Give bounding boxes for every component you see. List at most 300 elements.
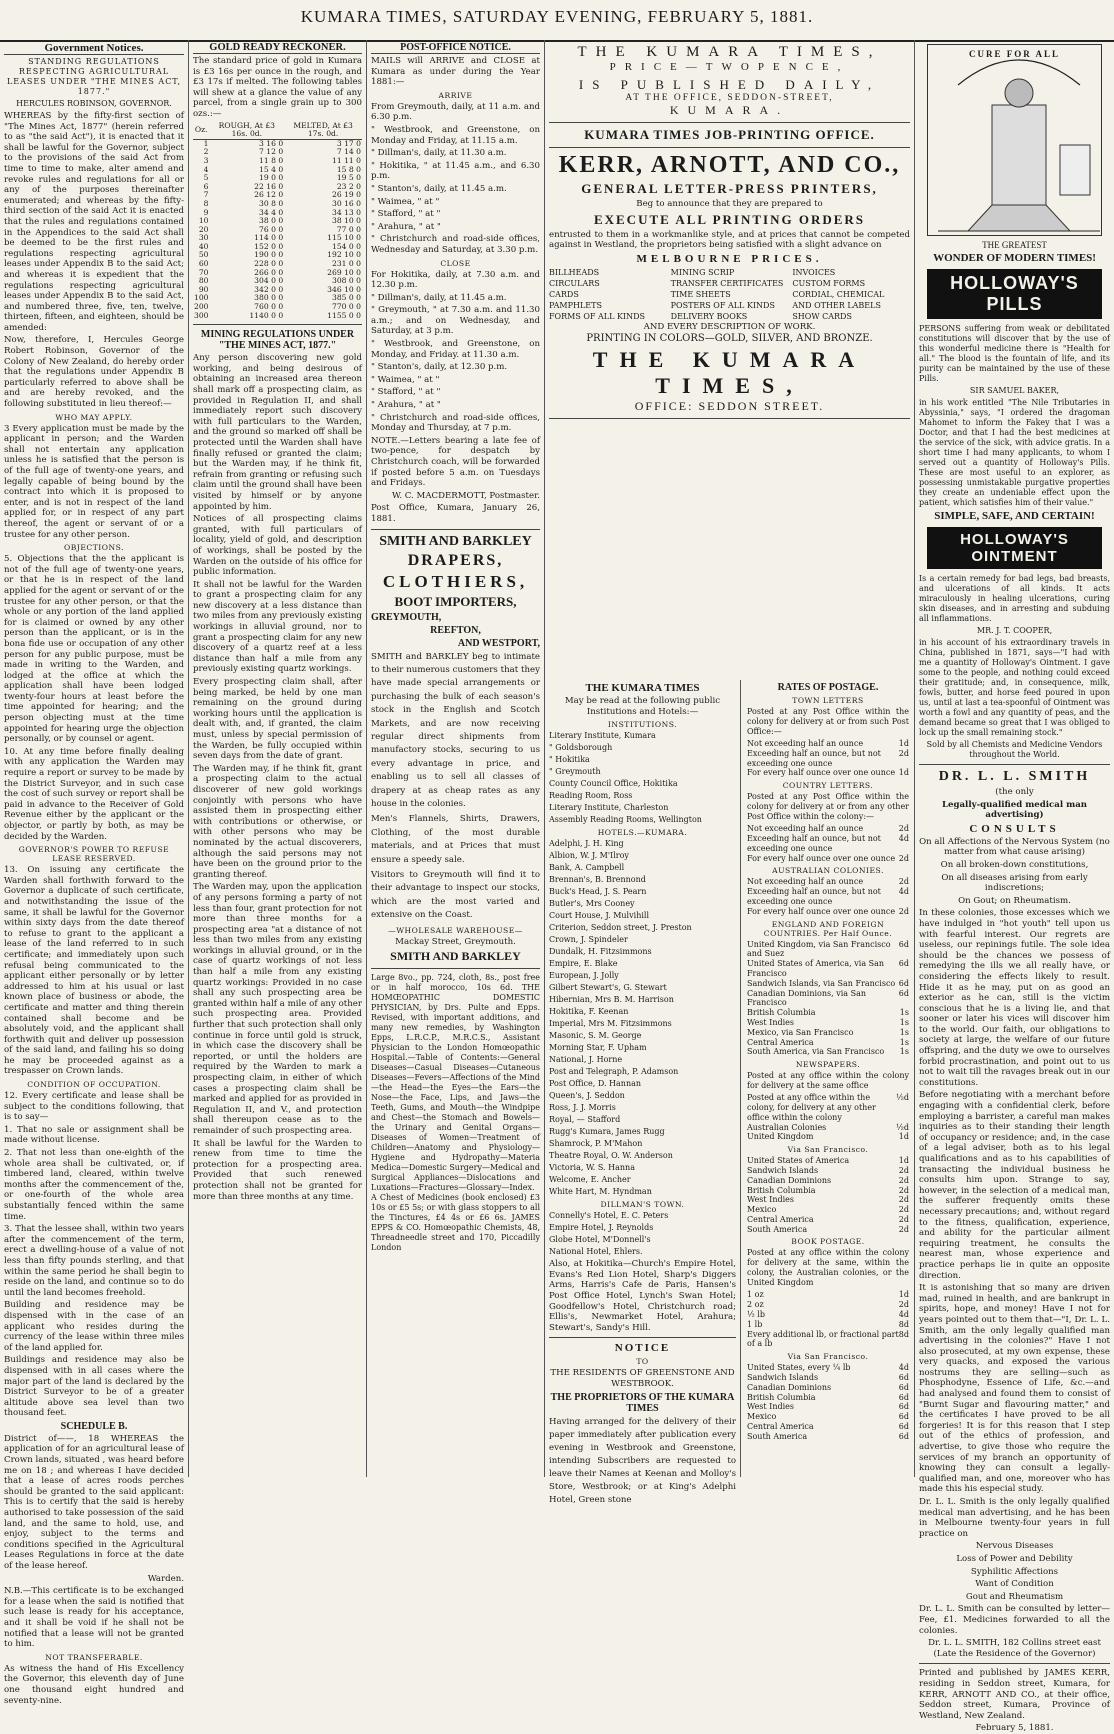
rate-price: 8d (898, 1319, 909, 1329)
wholesale-heading: —WHOLESALE WAREHOUSE— (388, 925, 523, 935)
melbourne-heading: MELBOURNE PRICES. (636, 252, 823, 265)
subheading: DILLMAN'S TOWN. (600, 1200, 685, 1210)
rate-row (747, 1432, 909, 1442)
paragraph: Sold by all Chemists and Medicine Vendors throughout the World. (926, 740, 1103, 759)
rate-price: 6d (898, 1422, 909, 1432)
table-cell: 100 (194, 293, 209, 303)
paragraph: Posted at any office within the colony for delivery at the same office (747, 1071, 909, 1091)
list-item: " Westbrook, and Greenstone, on Monday and Friday, at 11.15 a.m. (371, 124, 540, 146)
subheading: INSTITUTIONS. (607, 720, 678, 730)
rate-price: 2d (898, 853, 909, 863)
table-row (193, 312, 362, 321)
list-item: Hokitika, F. Keenan (549, 1007, 629, 1017)
list-item: Welcome, E. Ancher (549, 1175, 631, 1185)
print-item: INVOICES (792, 267, 836, 277)
paragraph: District of——, 18 WHEREAS the application of for an agricultural lease of Crown lands, situated , was heard before me on 18 ; and whereas I have decided that a lease of acres roods perches should be granted to the said applicant: This is to certify that the said is hereby authorised to take possession of the said land, and the same to hold, use, and enjoy, subject to the terms and conditions specified in the Agricultural Leases Regulations in force at the date of the lease hereof. (4, 1433, 184, 1571)
rate-row (747, 1422, 909, 1432)
paragraph: Dr. L. L. Smith is the only legally qualified medical man advertising, and he has been in Melbourne twenty-four years in full practice on (919, 1497, 1110, 1539)
list-item: Albion, W. J. M'Ilroy (549, 851, 629, 861)
notice-title: STANDING REGULATIONS RESPECTING AGRICULTURAL LEASES UNDER "THE MINES ACT, 1877." (6, 57, 182, 96)
rate-row (747, 854, 909, 864)
rate-price: 1s (899, 1027, 909, 1037)
rate-label: Sandwich Islands (747, 1165, 819, 1175)
table-cell: 342 0 0 (254, 284, 284, 294)
rate-row (747, 1330, 909, 1350)
rate-row (747, 1156, 909, 1166)
rate-label: British Columbia (747, 1392, 816, 1402)
rate-label: West Indies (747, 1195, 794, 1205)
rate-price: 1s (899, 1037, 909, 1047)
rate-label: 2 oz (747, 1300, 764, 1310)
paragraph: Post Office, Kumara, January 26, 1881. (371, 503, 540, 524)
rate-label: ½ lb (747, 1310, 765, 1320)
paragraph: It shall not be lawful for the Warden to grant a prospecting claim for any new discovery at a less distance than two miles from any previously existing workings in alluvial ground, nor to grant a prospecting claim for any new discovery of a quartz reef at a less distance than half a mile from any previously existing quartz workings. (193, 579, 362, 675)
wonder-heading: WONDER OF MODERN TIMES! (933, 252, 1096, 264)
column-gold-reckoner (188, 40, 366, 1477)
list-item: Post Office, D. Hannan (549, 1079, 642, 1089)
section-heading: POST-OFFICE NOTICE. (371, 42, 540, 54)
rate-label: Canadian Dominions, via San Francisco (747, 988, 866, 1008)
rate-row (747, 1393, 909, 1403)
table-cell: 2 (203, 147, 209, 157)
subheading: HOTELS.—KUMARA. (597, 828, 688, 838)
rate-row (747, 768, 909, 778)
rate-row (747, 1402, 909, 1412)
list-item: Morning Star, F. Upham (549, 1043, 647, 1053)
rate-price: ½d (896, 1122, 909, 1132)
rate-label: Australian Colonies (747, 1122, 827, 1132)
rate-row (747, 834, 909, 854)
rate-price: 2d (898, 1224, 909, 1234)
rate-row (747, 749, 909, 769)
table-cell: 77 0 0 (336, 224, 361, 234)
paragraph: On all Affections of the Nervous System (no matter from what cause arising) (919, 836, 1110, 858)
rates-book (747, 1290, 909, 1349)
subheading: Via San Francisco. (787, 1145, 869, 1155)
subheading: TOWN LETTERS (792, 696, 864, 705)
rate-label: Not exceeding half an ounce (747, 824, 864, 834)
simple-heading: SIMPLE, SAFE, AND CERTAIN! (934, 510, 1095, 522)
paragraph: in his account of his extraordinary travels in China, published in 1871, says—"I had with me a quantity of Holloway's Ointment. I gave some to the people, and nothing could exceed their gratitude; and, in consequence, milk, fowls, butter, and horse feed poured in upon us, until at last a tea-spoonful of Ointment was worth a fowl and any quantity of peas, and the demand became so great that I was obliged to lock up the small remaining stock." (919, 638, 1110, 737)
imprint: Printed and published by JAMES KERR, residing in Seddon street, Kumara, for KERR, ARNOTT AND CO., at their office, Seddon street, Kumara, Province of Westland, New Zealand. (919, 1668, 1110, 1721)
table-cell: 26 19 0 (332, 190, 361, 200)
paragraph: It shall be lawful for the Warden to renew from time to time the protection for a prospecting area. Provided that such renewed protection shall not be granted for more than three months at any time. (193, 1138, 362, 1202)
paragraph: N.B.—This certificate is to be exchanged for a lease when the said is notified that such lease is ready for his acceptance, and it shall be void if he shall not be notified that a lease will not be granted to him. (4, 1586, 184, 1650)
paragraph: SMITH and BARKLEY beg to intimate to their numerous customers that they have made special arrangements or purchasing the bulk of each season's stock in the English and Scotch Markets, and are now receiving regular direct shipments from manufactory stocks, securing to us every advantage in price, and enabling us to sell all classes of drapery at as cheap rates as any house in the colonies. (371, 651, 540, 810)
kt-office2: OFFICE: SEDDON STREET. (634, 398, 825, 413)
paragraph: Before negotiating with a merchant before engaging with a confidential clerk, before employing a barrister, a careful man makes inquiries as to their standing their length of occupancy or residence; and, in the case of a legal adviser, both as to his legal qualifications and as to his capabilities of transacting the individual business he consults him upon. Strange to say, however, in the selection of a medical man, the sufferer frequently omits these necessary precautions; and, without regard to the fitness, qualification, experience, and ability for the particular ailment requiring treatment, he consults the nearest man, whose experience and practice perhaps lie in quite an opposite direction. (919, 1090, 1110, 1281)
table-cell: 304 0 0 (254, 276, 284, 286)
paragraph: 3. That the lessee shall, within two years after the commencement of the term, erect a dwelling-house of a value of not less than fifty pounds sterling, and that within the same period he shall begin to reside on the land, and continue so to do until the land becomes freehold. (4, 1224, 184, 1298)
divider (193, 324, 362, 325)
mining-heading: MINING REGULATIONS UNDER "THE MINES ACT, 1877." (200, 329, 355, 352)
rate-price: 2d (898, 1205, 909, 1215)
rate-label: Mexico (747, 1412, 777, 1422)
table-header: ROUGH, At £3 16s. 0d. (210, 122, 285, 140)
rate-row (747, 1047, 909, 1057)
print-item: TIME SHEETS (670, 289, 731, 299)
rate-row (747, 1176, 909, 1186)
list-item: Brennan's, B. Brennond (549, 875, 646, 885)
table-cell: 266 0 0 (254, 267, 284, 277)
table-cell: 6 (203, 181, 209, 191)
print-item: BILLHEADS (549, 267, 600, 277)
subheading: CLOSE (440, 258, 471, 268)
paragraph: Buildings and residence may also be dispensed with in all cases where the major part of the land is declared by the District Surveyor to be of a greater altitude above sea level than two thousand feet. (4, 1355, 184, 1419)
rate-price: 4d (898, 1363, 909, 1373)
rate-label: West Indies (747, 1402, 794, 1412)
print-item: DELIVERY BOOKS (670, 311, 748, 321)
subheading: ARRIVE (438, 90, 473, 100)
job-heading: KUMARA TIMES JOB-PRINTING OFFICE. (584, 127, 875, 142)
rate-label: United Kingdom, via San Francisco and Suez (747, 939, 891, 959)
ad-boot: BOOT IMPORTERS, (394, 593, 517, 609)
list-item: " Arahura, " at " (371, 221, 441, 232)
rate-label: Exceeding half an ounce, but not exceeding one ounce (747, 887, 881, 906)
kt-price: PRICE—TWOPENCE, (609, 61, 850, 73)
kt-daily: IS PUBLISHED DAILY, (578, 77, 881, 92)
table-cell: 7 14 0 (336, 147, 361, 157)
rate-row (747, 824, 909, 834)
list-item: Butler's, Mrs Cooney (549, 899, 635, 909)
rate-row (747, 1373, 909, 1383)
greatest-label: THE GREATEST (982, 240, 1047, 250)
table-cell: 20 (198, 224, 209, 234)
list-item: " Arahura, " at " (371, 400, 441, 411)
rate-price: 1s (899, 1008, 909, 1018)
list-item: Imperial, Mrs M. Fitzsimmons (549, 1019, 672, 1029)
rate-price: 1s (899, 1017, 909, 1027)
rate-label: For every half ounce over one ounce (747, 853, 896, 863)
paragraph: WHEREAS by the fifty-first section of "The Mines Act, 1877" (herein referred to as "the said Act"), it is enacted that it shall be lawful for the Governor, subject to the provisions of the said Act from time to time to make, alter amend and revoke rules and regulations for all or any of the purposes thereinafter enumerated; and whereas by the fifty-third section of the said Act it is enacted that the rules and regulations contained in the Appendices to the said Act shall be deemed to be the first rules and regulations respecting agricultural leases under Appendix B to the said Act; and whereas it is expedient that the regulations respecting agricultural leases under Appendix B to the said Act, and numbered three, five, ten, twelve, thirteen, fifteen, and eighteen, should be amended: (4, 111, 184, 333)
masthead: KUMARA TIMES, SATURDAY EVENING, FEBRUARY 5, 1881. (0, 0, 1114, 42)
paragraph: 1. That no sale or assignment shall be made without license. (4, 1124, 184, 1146)
paragraph: On all broken-down constitutions, (940, 859, 1089, 870)
rate-row (747, 959, 909, 979)
subheading: SIR SAMUEL BAKER, (969, 386, 1060, 395)
paragraph: Dr. L. L. Smith can be consulted by letter—Fee, £1. Medicines forwarded to all the colonies. (919, 1604, 1110, 1636)
subheading: NOT TRANSFERABLE. (45, 1652, 143, 1662)
table-cell: 228 0 0 (254, 259, 284, 269)
divider (549, 147, 910, 148)
list-item: Globe Hotel, M'Donnell's (549, 1235, 651, 1245)
rate-price: 1d (898, 768, 909, 778)
ad-drapers: DRAPERS, (407, 551, 504, 569)
list-item: Crown, J. Spindeler (549, 935, 628, 945)
table-cell: 9 (203, 207, 209, 217)
rate-price: 6d (898, 1402, 909, 1412)
rate-row (747, 979, 909, 989)
hotels-list (549, 839, 736, 1197)
rate-label: British Columbia (747, 1185, 816, 1195)
rates-newspapers (747, 1093, 909, 1142)
ad-clothiers: CLOTHIERS, (382, 571, 529, 591)
ad-heading: SMITH AND BARKLEY (379, 533, 532, 549)
table-cell: 30 (198, 233, 209, 243)
dillmans-list (549, 1211, 736, 1257)
rate-row (747, 1093, 909, 1122)
rate-row (747, 1195, 909, 1205)
paragraph: AND EVERY DESCRIPTION OF WORK. (643, 321, 816, 332)
list-item: " Waimea, " at " (371, 196, 440, 207)
list-item: County Council Office, Hokitika (549, 779, 678, 789)
rate-label: South America, via San Francisco (747, 1047, 885, 1057)
paragraph: Every prospecting claim shall, after being marked, be held by one man remaining on the ground during working hours until the application is dealt with, and, if granted, the claim must, unless by special permission of the Warden, be fully occupied within seven days from the date of grant. (193, 677, 362, 762)
rate-row (747, 887, 909, 907)
page-columns (0, 40, 1114, 1734)
list-item: Masonic, S. M. George (549, 1031, 642, 1041)
subheading: AUSTRALIAN COLONIES. (772, 866, 884, 876)
table-cell: 308 0 0 (332, 276, 361, 286)
list-item: Theatre Royal, O. W. Anderson (549, 1151, 673, 1161)
paragraph: As witness the hand of His Excellency the Governor, this eleventh day of June one thousand eight hundred and seventy-nine. (4, 1663, 184, 1706)
list-item: Literary Institute, Kumara (549, 731, 656, 741)
table-cell: 152 0 0 (254, 241, 284, 251)
rate-price: 1d (898, 739, 909, 748)
rate-label: Posted at any office within the colony, for delivery at any other office within the colony (747, 1093, 876, 1122)
rate-price: 2d (898, 1185, 909, 1195)
rate-label: Not exceeding half an ounce (747, 739, 864, 748)
rate-label: 1 lb (747, 1319, 763, 1329)
rate-label: South America (747, 1224, 808, 1234)
kt-town: KUMARA. (669, 103, 790, 117)
warden-sign: Warden. (147, 1573, 184, 1584)
list-item: " Stafford, " at " (371, 387, 441, 398)
rate-row (747, 1320, 909, 1330)
rate-label: Sandwich Islands, via San Francisco (747, 978, 896, 988)
rate-price: 2d (898, 906, 909, 916)
rate-row (747, 907, 909, 917)
list-item: " Dillman's, daily, at 11.45 a.m. (371, 292, 507, 303)
proprietors-heading: THE PROPRIETORS OF THE KUMARA TIMES (550, 1391, 735, 1414)
section-heading: GOLD READY RECKONER. (193, 42, 362, 54)
paragraph: 12. Every certificate and lease shall be subject to the conditions following, that is to say— (4, 1091, 184, 1123)
list-item: Empire, E. Blake (549, 959, 618, 969)
list-item: " Waimea, " at " (371, 374, 440, 385)
rate-row (747, 1290, 909, 1300)
list-item: National, J. Horne (549, 1055, 623, 1065)
list-item: Shamrock, P. M'Mahon (549, 1139, 643, 1149)
subheading: GOVERNOR'S POWER TO REFUSE LEASE RESERVED. (18, 845, 170, 864)
list-item: Buck's Head, J. S. Pearn (549, 887, 647, 897)
list-item: Gilbert Stewart's, G. Stewart (549, 983, 667, 993)
emblem-label: CURE FOR ALL (968, 49, 1060, 59)
paragraph: Building and residence may be dispensed with in the case of an applicant who resides during the currency of the lease within three miles of the land applied for. (4, 1300, 184, 1353)
table-cell: 38 0 0 (259, 216, 284, 226)
paragraph: PRINTING IN COLORS—GOLD, SILVER, AND BRONZE. (586, 333, 873, 345)
table-cell: 385 0 0 (332, 293, 361, 303)
list-item: Criterion, Seddon street, J. Preston (549, 923, 692, 933)
rate-row (747, 1186, 909, 1196)
paragraph: in his work entitled "The Nile Tributaries in Abyssinia," says, "I ordered the dragoman Mahomet to inform the Fakey that I was a Doctor, and that I had the best medicines at the service of the sick, with advice gratis. In a short time I had many applicants, to whom I served out a quantity of Holloway's Pills. These are most useful to an explorer, as possessing unmistakable purgative properties they create an undeniable effect upon the patient, which satisfies him of their value." (919, 398, 1110, 507)
rate-price: 2d (898, 1165, 909, 1175)
paragraph: Posted at any Post Office within the colony for delivery at or from such Post Office:— (747, 707, 909, 736)
table-cell: 269 10 0 (327, 267, 361, 277)
rate-row (747, 1038, 909, 1048)
consults-heading: CONSULTS (969, 822, 1060, 835)
smith-heading: DR. L. L. SMITH (938, 769, 1091, 784)
list-item: " Goldsborough (549, 743, 613, 753)
table-cell: 5 (203, 173, 209, 183)
table-cell: 300 (194, 310, 209, 320)
paragraph: Visitors to Greymouth will find it to their advantage to inspect our stocks, which are the most varied and extensive on the Coast. (371, 870, 540, 921)
table-cell: 34 13 0 (332, 207, 361, 217)
table-cell: 192 10 0 (327, 250, 361, 260)
rates-country (747, 824, 909, 863)
divider (919, 764, 1110, 765)
subheading: WHO MAY APPLY. (55, 412, 133, 422)
table-cell: 38 10 0 (332, 216, 361, 226)
rates-book-sf (747, 1363, 909, 1441)
paragraph: Large 8vo., pp. 724, cloth, 8s., post free or in half morocco, 10s 6d. THE HOMŒOPATHIC DOMESTIC PHYSICIAN, by Drs. Pulte and Epps. Revised, with important additions, and many new remedies, by Washington Epps, L.R.C.P., M.R.C.S., Assistant Physician to the London Homœopathic Hospital.—Table of Contents:—General Diseases—Casual Diseases—Cutaneous Diseases—Fevers—Affections of the Mind—the Head—the Eyes—the Ears—the Nose—the Face, Lips, and Jaws—the Teeth, Gums, and Mouth—the Windpipe and Chest—the Stomach and Bowels—the Urinary and Genital Organs—Diseases of Women—Treatment of Children—Anatomy and Physiology—Hygiene and Hydropathy—Materia Medica—Domestic Surgery—Medical and Surgical Appliances—Dislocations and Luxations—Fractures—Glossary—Index. A Chest of Medicines (book enclosed) £3 10s or £5 5s; or with glass stoppers to all the Tinctures, £4 4s or £6 6s. JAMES EPPS & CO. Homœopathic Chemists, 48, Threadneedle street and 170, Piccadilly London (371, 973, 540, 1253)
list-item: Connelly's Hotel, E. C. Peters (549, 1211, 669, 1221)
rate-price: 6d (898, 1382, 909, 1392)
rate-row (747, 1310, 909, 1320)
table-cell: 190 0 0 (254, 250, 284, 260)
imprint-date: February 5, 1881. (975, 1723, 1054, 1734)
list-item: Bank, A. Campbell (549, 863, 625, 873)
paragraph: Is a certain remedy for bad legs, bad breasts, and ulcerations of all kinds. It acts miraculously in healing ulcerations, curing skin diseases, and in arresting and subduing all inflammations. (919, 574, 1110, 623)
table-cell: 60 (198, 259, 209, 269)
list-item: " Stanton's, daily, at 12.30 p.m. (371, 362, 508, 373)
rate-price: 1d (898, 1132, 909, 1142)
list-item: " Westbrook, and Greenstone, on Monday, and Friday. at 11.30 a.m. (371, 339, 540, 360)
paragraph: NOTE.—Letters bearing a late fee of two-pence, for despatch by Christchurch coach, will be forwarded if posted before 5 a.m. on Tuesdays and Fridays. (371, 435, 540, 489)
rate-row (747, 1225, 909, 1235)
table-cell: 3 17 0 (336, 138, 361, 148)
table-cell: 76 0 0 (259, 224, 284, 234)
list-item: Literary Institute, Charleston (549, 803, 669, 813)
print-item: PAMPHLETS (549, 300, 602, 310)
table-cell: 115 10 0 (327, 233, 361, 243)
list-item: " Christchurch and road-side offices, Monday and Thursday, at 7 p.m. (371, 412, 540, 434)
list-item: Want of Condition (975, 1579, 1054, 1590)
ad-footer: SMITH AND BARKLEY (390, 949, 521, 964)
rate-label: United States of America, via San Francisco (747, 959, 885, 978)
paragraph: THE RESIDENTS OF GREENSTONE AND WESTBROOK. (550, 1368, 735, 1389)
rate-label: Not exceeding half an ounce (747, 877, 864, 887)
subheading: NEWSPAPERS. (795, 1060, 861, 1070)
subheading: CONDITION OF OCCUPATION. (27, 1080, 161, 1090)
print-item: CIRCULARS (549, 278, 600, 288)
print-item: AND OTHER LABELS (792, 300, 881, 310)
section-heading: Government Notices. (4, 42, 184, 55)
list-item: Hibernian, Mrs B. M. Harrison (549, 995, 674, 1005)
rate-price: 4d (898, 833, 909, 843)
rate-row (747, 1028, 909, 1038)
postmaster-sign: W. C. MACDERMOTT, Postmaster. (392, 490, 540, 501)
paragraph: (the only (995, 787, 1034, 797)
paragraph: Posted at any office within the colony for delivery at the same, within the colony, the Australian colonies, or the United Kingdom (747, 1248, 909, 1288)
subheading: MR. J. T. COOPER, (976, 626, 1053, 635)
list-item: Adelphi, J. H. King (549, 839, 624, 849)
list-item: " Stanton's, daily, at 11.45 a.m. (371, 183, 507, 194)
table-cell: 26 12 0 (254, 190, 284, 200)
rate-row (747, 1363, 909, 1373)
general-heading: GENERAL LETTER-PRESS PRINTERS, (581, 181, 878, 196)
list-item: Nervous Diseases (975, 1541, 1054, 1552)
rates-box (745, 680, 911, 1477)
kerr-heading: KERR, ARNOTT, AND CO., (558, 152, 901, 178)
rate-row (747, 739, 909, 749)
subheading: TO (636, 1357, 649, 1367)
paragraph: 2. That not less than one-eighth of the whole area shall be cultivated, or, if timbered land, cleared, within twelve months after the commencement of the, or one-fourth of the whole area substantially fenced within the same time. (4, 1148, 184, 1222)
subheading: ENGLAND AND FOREIGN COUNTRIES. Per Half Ounce. (763, 919, 893, 938)
paragraph: Legally-qualified medical man advertising) (941, 799, 1088, 821)
rate-label: Central America (747, 1214, 814, 1224)
table-cell: 23 2 0 (336, 181, 361, 191)
hygieia-figure-icon (928, 45, 1110, 233)
list-item: White Hart, M. Hyndman (549, 1187, 652, 1197)
rate-label: Canadian Dominions (747, 1175, 832, 1185)
paragraph: The Warden may, upon the application of any persons forming a party of not less than four, grant protection for not more than three months for a prospecting area "at a distance of not less than two miles from any existing workings in alluvial ground, or in the case of quartz workings of not less than half a mile from any existing quartz workings: Provided in no case shall any such prospecting area be granted within half a mile of any other such prospecting area. Provided further that such protection shall only continue in force until gold is struck, in which case the discovery shall be reported, or until the holders are required by the Warden to mark a prospecting claim, in either of which cases a prospecting claim shall be marked and applied for as provided in Regulation II, and V., and protection shall thereupon cease as to the remainder of such prospecting area. (193, 882, 362, 1136)
rates-heading: RATES OF POSTAGE. (777, 682, 879, 693)
table-cell: 30 8 0 (259, 198, 284, 208)
rate-row (747, 1123, 909, 1133)
rate-label: Central America (747, 1037, 814, 1047)
paragraph: In these colonies, those excesses which we have indulged in "hot youth" tell upon us with fearful interest. Our regrets are useless, our repinings futile. The sole idea should be the chances we possess of remedying the ills we all really have, or considering the effects likely to result. Hide it as he may, put on as good an exterior as he can, still is the victim conscious that he is a living lie, and that sooner or later his vices will discover him to the world. Our faith, our obligations to society at large, the welfare of our future offspring, and the duty we owe to ourselves forbid procrastination, and point out to us not to wait till the ravages break out in our constitutions. (919, 908, 1110, 1088)
divider (549, 418, 910, 419)
print-item: CARDS (549, 289, 579, 299)
table-header: MELTED, At £3 17s. 0d. (284, 122, 362, 140)
list-item: " Hokitika, " at 11.45 a.m., and 6.30 p.m. (371, 160, 540, 182)
rate-row (747, 940, 909, 960)
print-item: TRANSFER CERTIFICATES (670, 278, 784, 288)
table-cell: 19 5 0 (336, 173, 361, 183)
list-item: European, J. Jolly (549, 971, 619, 981)
rate-price: 1d (898, 1156, 909, 1166)
table-cell: 30 16 0 (332, 198, 361, 208)
print-item: POSTERS OF ALL KINDS (670, 300, 775, 310)
table-cell: 380 0 0 (254, 293, 284, 303)
paragraph: It is astonishing that so many are driven mad, ruined in health, and are bankrupt in spirits, hope, and money! Have I not for years pointed out to them that—"I, Dr. L. L. Smith, am the only legally qualified man advertising in the colonies?" Have I not also prosecuted, at my own expense, these very quacks, and exposed the various nostrums they are selling—such as Phosphodyne, Essence of Life, &c.—and had analysed and found them to consist of "Burnt Sugar and flavouring matter," and the certificates I have proved to be all forgeries! It is for this reason that I step out of the ethics of profession, and advertise, to give those who require the services of my branch an opportunity of knowing they can consult a legally-qualified man, and one, moreover who has made this his especial study. (919, 1283, 1110, 1495)
rate-price: 6d (898, 1392, 909, 1402)
table-cell: 231 0 0 (332, 259, 361, 269)
table-cell: 40 (198, 241, 209, 251)
list-item: " Stafford, " at " (371, 209, 441, 220)
table-cell: 770 0 0 (332, 302, 361, 312)
paragraph: PERSONS suffering from weak or debilitated constitutions will discover that by the use of this wonderful medicine there is "Health for all." The blood is the fountain of life, and its purity can be maintained by the use of these Pills. (919, 324, 1110, 383)
paragraph: MAILS will ARRIVE and CLOSE at Kumara as under during the Year 1881:— (371, 56, 540, 88)
execute-heading: EXECUTE ALL PRINTING ORDERS (593, 211, 866, 227)
print-item: FORMS OF ALL KINDS (549, 311, 645, 321)
kt-title: THE KUMARA TIMES, (577, 44, 882, 60)
rate-label: Exceeding half an ounce, but not exceeding one ounce (747, 748, 881, 768)
rate-price: 6d (898, 959, 909, 969)
paragraph: Also, at Hokitika—Church's Empire Hotel, Evans's Red Lion Hotel, Sharp's Diggers Arms, Harris's Cafe de Paris, Hansen's Post Office Hotel, Lynch's Swan Hotel; Goodfellow's Hotel, Christchurch road; Ellis's, Newmarket Hotel, Arahura; Stewart's, Sandy's Hill. (549, 1259, 736, 1333)
subheading: Via San Francisco. (787, 1352, 869, 1362)
rates-foreign (747, 940, 909, 1058)
list-item: From Greymouth, daily, at 11 a.m. and 6.30 p.m. (371, 101, 540, 123)
list-item: Assembly Reading Rooms, Wellington (549, 815, 702, 825)
kt2-heading: THE KUMARA TIMES, (592, 346, 867, 398)
rate-label: Central America (747, 1422, 814, 1432)
rate-row (747, 1215, 909, 1225)
rate-label: Mexico (747, 1205, 777, 1215)
table-cell: 1140 0 0 (249, 310, 284, 320)
rate-price: 2d (898, 1300, 909, 1310)
paragraph: On all diseases arising from early indiscretions; (941, 872, 1088, 894)
list-item: Reading Room, Ross (549, 791, 633, 801)
table-cell: 3 16 0 (259, 138, 284, 148)
rate-row (747, 1166, 909, 1176)
ad-place: GREYMOUTH, (371, 611, 442, 623)
list-item: Loss of Power and Debility (956, 1553, 1073, 1564)
table-cell: 4 (203, 164, 209, 174)
print-items (549, 267, 910, 322)
paragraph: Posted at any Post Office within the colony for delivery at or from any other Post Office within the colony:— (747, 792, 909, 822)
rate-price: 4d (898, 887, 909, 897)
